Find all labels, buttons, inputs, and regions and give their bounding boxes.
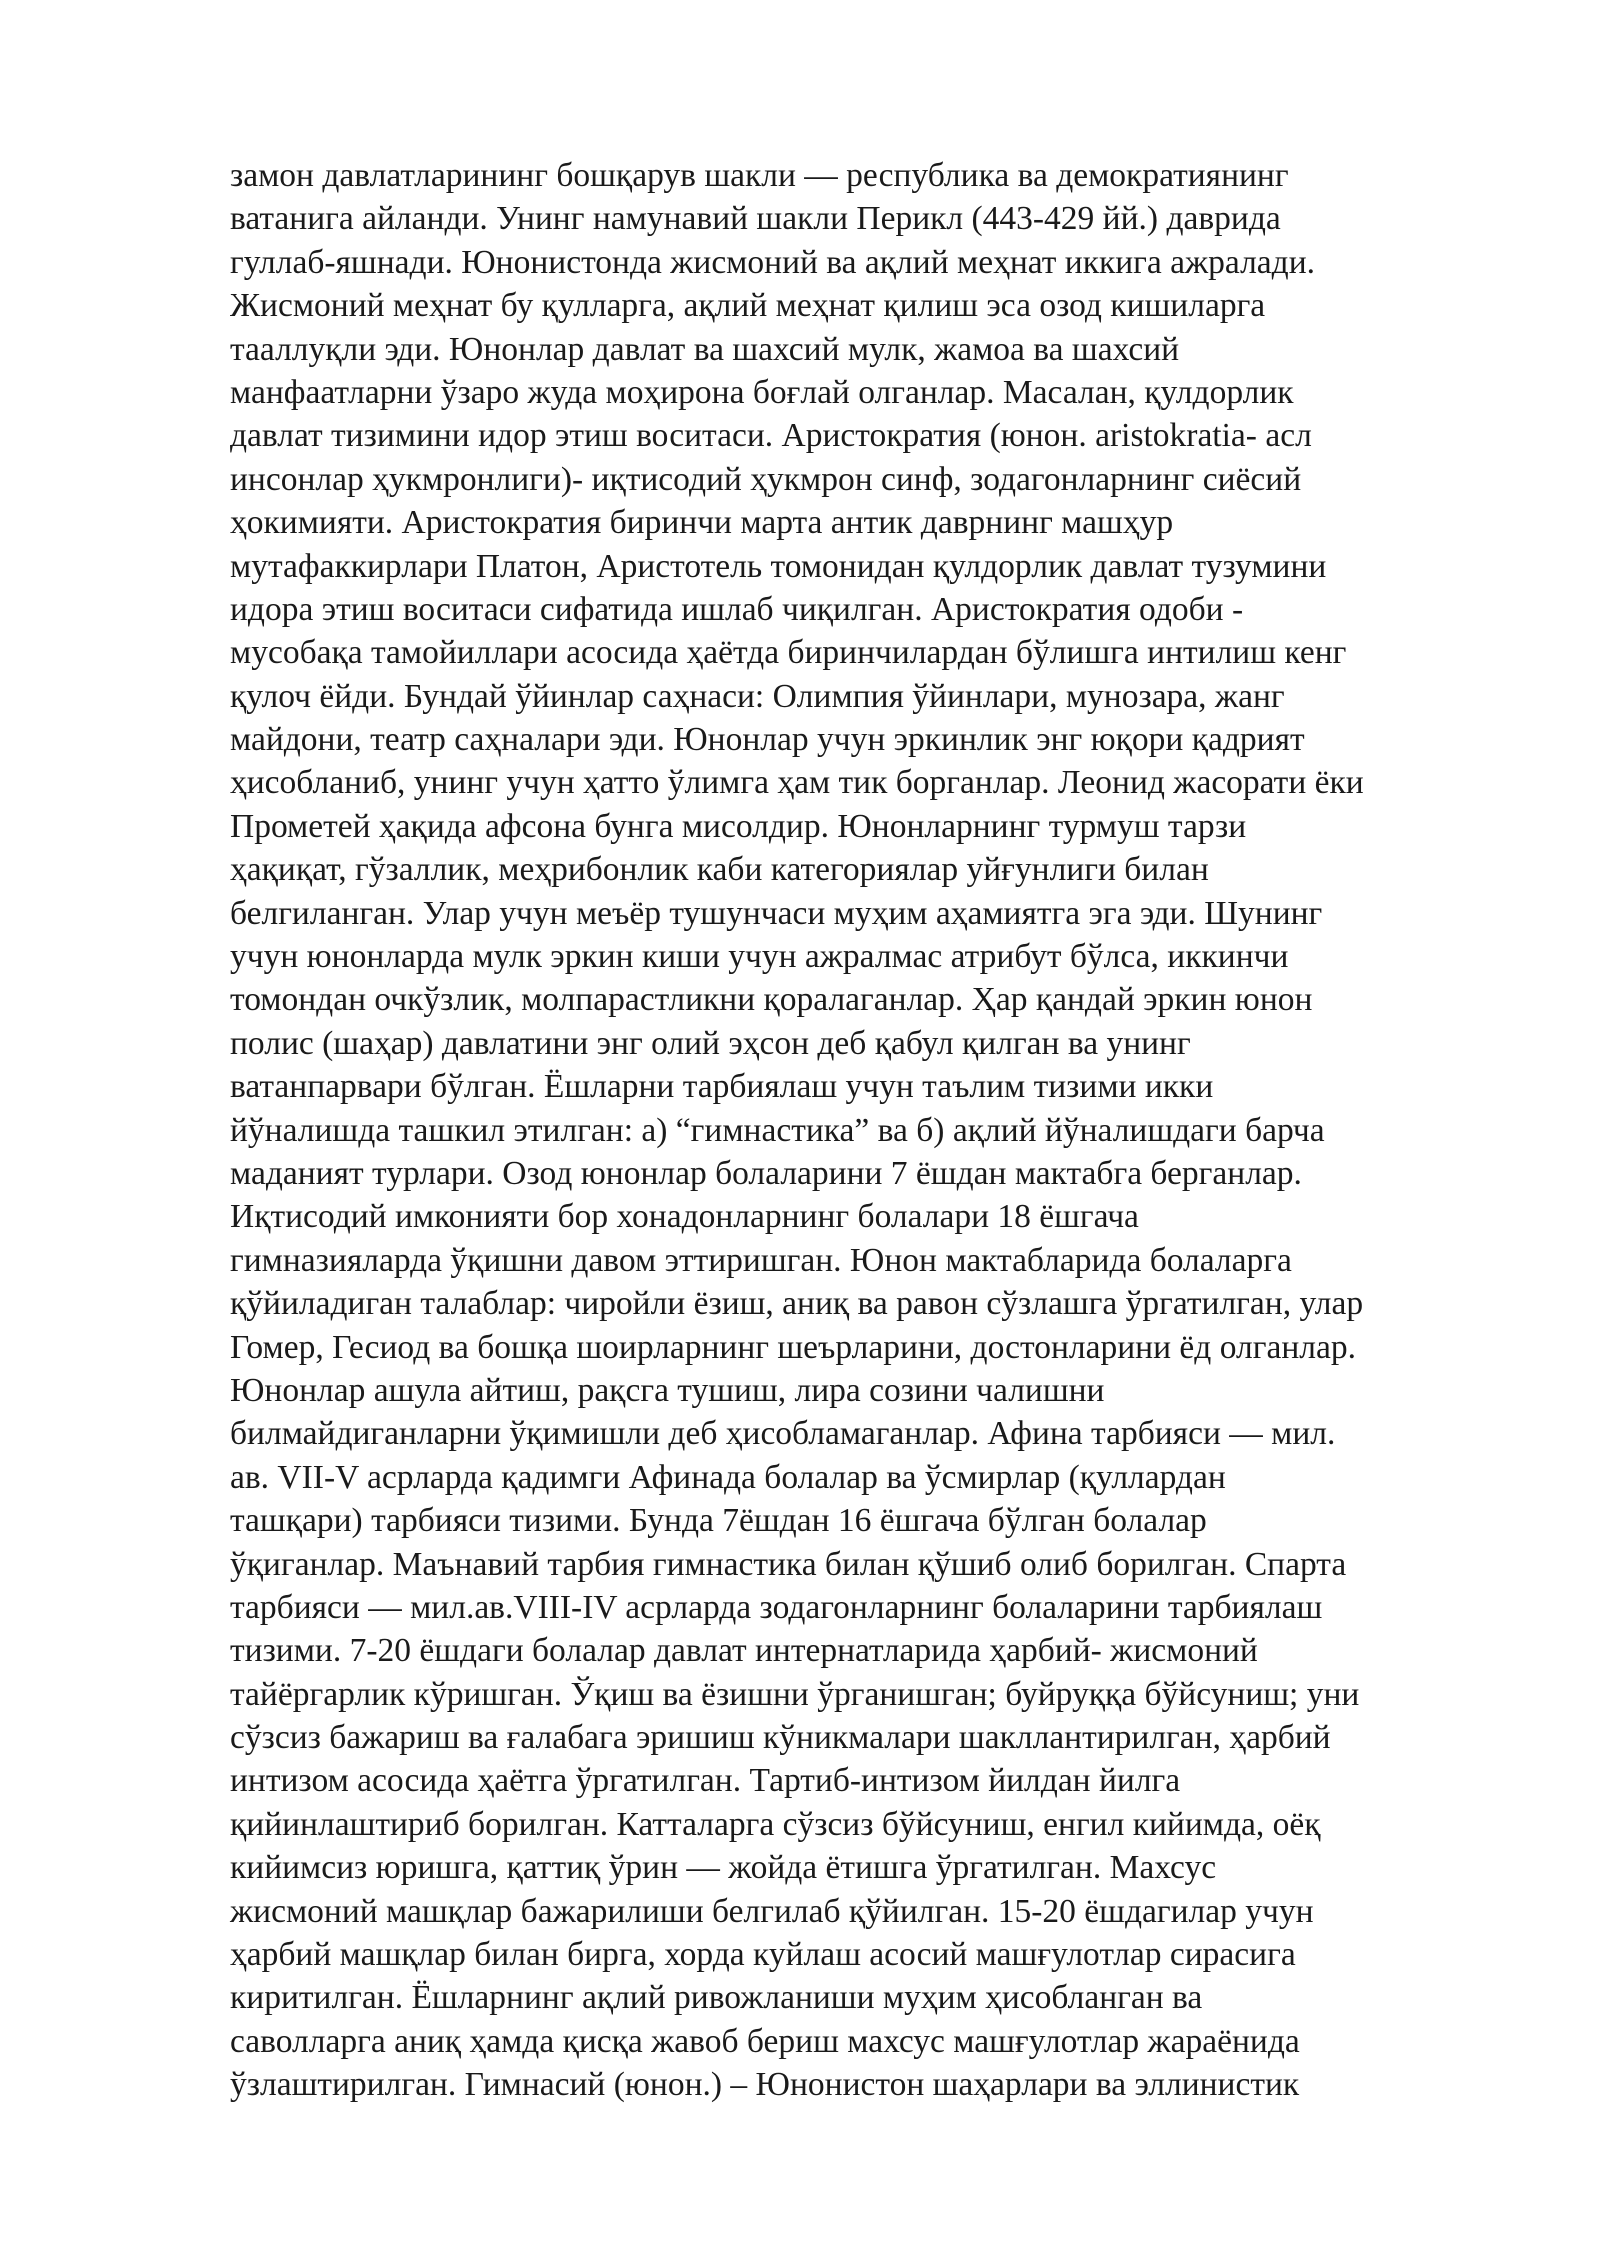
text-line: ҳарбий машқлар билан бирга, хорда куйлаш асосий машғулотлар сирасига (230, 1936, 1296, 1974)
text-line: ватанпарвари бўлган. Ёшларни тарбиялаш учун таълим тизими икки (230, 1068, 1214, 1106)
text-line: киритилган. Ёшларнинг ақлий ривожланиши муҳим ҳисобланган ва (230, 1979, 1203, 2017)
text-line: майдони, театр саҳналари эди. Юнонлар учун эркинлик энг юқори қадрият (230, 721, 1305, 759)
text-line: учун юнонларда мулк эркин киши учун ажралмас атрибут бўлса, иккинчи (230, 938, 1289, 976)
text-line: тааллуқли эди. Юнонлар давлат ва шахсий мулк, жамоа ва шахсий (230, 330, 1180, 368)
text-line: қийинлаштириб борилган. Катталарга сўзсиз бўйсуниш, енгил кийимда, оёқ (230, 1805, 1321, 1843)
text-line: жисмоний машқлар бажарилиши белгилаб қўйилган. 15-20 ёшдагилар учун (230, 1892, 1314, 1930)
text-line: Прометей ҳақида афсона бунга мисолдир. Юнонларнинг турмуш тарзи (230, 807, 1247, 845)
text-line: Гомер, Гесиод ва бошқа шоирларнинг шеърларини, достонларини ёд олганлар. (230, 1328, 1356, 1366)
text-line: сўзсиз бажариш ва ғалабага эришиш кўникмалари шакллантирилган, ҳарбий (230, 1719, 1331, 1757)
text-line: ватанига айланди. Унинг намунавий шакли Перикл (443-429 йй.) даврида (230, 200, 1281, 238)
text-line: ўзлаштирилган. Гимнасий (юнон.) – Юнонистон шаҳарлари ва эллинистик (230, 2066, 1300, 2104)
text-line: билмайдиганларни ўқимишли деб ҳисобламаганлар. Афина тарбияси — мил. (230, 1415, 1336, 1453)
text-line: ав. VII-V асрларда қадимги Афинада болалар ва ўсмирлар (қуллардан (230, 1458, 1226, 1496)
text-line: томондан очкўзлик, молпарастликни қоралаганлар. Ҳар қандай эркин юнон (230, 981, 1313, 1019)
text-line: тайёргарлик кўришган. Ўқиш ва ёзишни ўрганишган; буйруққа бўйсуниш; уни (230, 1675, 1360, 1713)
text-line: ҳақиқат, гўзаллик, меҳрибонлик каби категориялар уйғунлиги билан (230, 851, 1209, 889)
text-line: гуллаб-яшнади. Юнонистонда жисмоний ва ақлий меҳнат иккига ажралади. (230, 243, 1316, 281)
text-line: идора этиш воситаси сифатида ишлаб чиқилган. Аристократия одоби - (230, 590, 1244, 628)
text-line: ўқиганлар. Маънавий тарбия гимнастика билан қўшиб олиб борилган. Спарта (230, 1545, 1347, 1583)
text-line: кийимсиз юришга, қаттиқ ўрин — жойда ётишга ўргатилган. Махсус (230, 1849, 1217, 1887)
text-line: мутафаккирлари Платон, Аристотель томонидан қулдорлик давлат тузумини (230, 547, 1327, 585)
text-line: қўйиладиган талаблар: чиройли ёзиш, аниқ ва равон сўзлашга ўргатилган, улар (230, 1285, 1364, 1323)
text-line: ҳокимияти. Аристократия биринчи марта антик даврнинг машҳур (230, 504, 1174, 542)
text-line: ташқари) тарбияси тизими. Бунда 7ёшдан 16 ёшгача бўлган болалар (230, 1502, 1207, 1540)
text-line: замон давлатларининг бошқарув шакли — республика ва демократиянинг (230, 157, 1289, 194)
text-line: тизими. 7-20 ёшдаги болалар давлат интернатларида ҳарбий- жисмоний (230, 1632, 1258, 1670)
text-line: Иқтисодий имконияти бор хонадонларнинг болалари 18 ёшгача (230, 1198, 1139, 1236)
text-line: қулоч ёйди. Бундай ўйинлар саҳнаси: Олимпия ўйинлари, мунозара, жанг (230, 677, 1285, 715)
text-line: саволларга аниқ ҳамда қисқа жавоб бериш махсус машғулотлар жараёнида (230, 2022, 1300, 2060)
text-line: манфаатларни ўзаро жуда моҳирона боғлай олганлар. Масалан, қулдорлик (230, 373, 1294, 411)
text-line: интизом асосида ҳаётга ўргатилган. Тартиб-интизом йилдан йилга (230, 1762, 1181, 1800)
body-text (230, 154, 1486, 2107)
text-line: йўналишда ташкил этилган: а) “гимнастика” ва б) ақлий йўналишдаги барча (230, 1111, 1325, 1149)
text-line: ҳисобланиб, унинг учун ҳатто ўлимга ҳам тик борганлар. Леонид жасорати ёки (230, 764, 1364, 802)
text-line: белгиланган. Улар учун меъёр тушунчаси муҳим аҳамиятга эга эди. Шунинг (230, 894, 1323, 932)
text-line: инсонлар ҳукмронлиги)- иқтисодий ҳукмрон синф, зодагонларнинг сиёсий (230, 460, 1302, 498)
text-line: тарбияси — мил.ав.VIII-IV асрларда зодагонларнинг болаларини тарбиялаш (230, 1588, 1323, 1626)
text-line: полис (шаҳар) давлатини энг олий эҳсон деб қабул қилган ва унинг (230, 1024, 1191, 1062)
text-line: мусобақа тамойиллари асосида ҳаётда биринчилардан бўлишга интилиш кенг (230, 634, 1347, 672)
text-line: Жисмоний меҳнат бу қулларга, ақлий меҳнат қилиш эса озод кишиларга (230, 287, 1266, 325)
text-line: маданият турлари. Озод юнонлар болаларини 7 ёшдан мактабга берганлар. (230, 1154, 1302, 1192)
text-line: Юнонлар ашула айтиш, рақсга тушиш, лира созини чалишни (230, 1371, 1105, 1409)
text-line: давлат тизимини идор этиш воситаси. Аристократия (юнон. aristokratia- асл (230, 417, 1312, 455)
text-line: гимназияларда ўқишни давом эттиришган. Юнон мактабларида болаларга (230, 1241, 1292, 1279)
